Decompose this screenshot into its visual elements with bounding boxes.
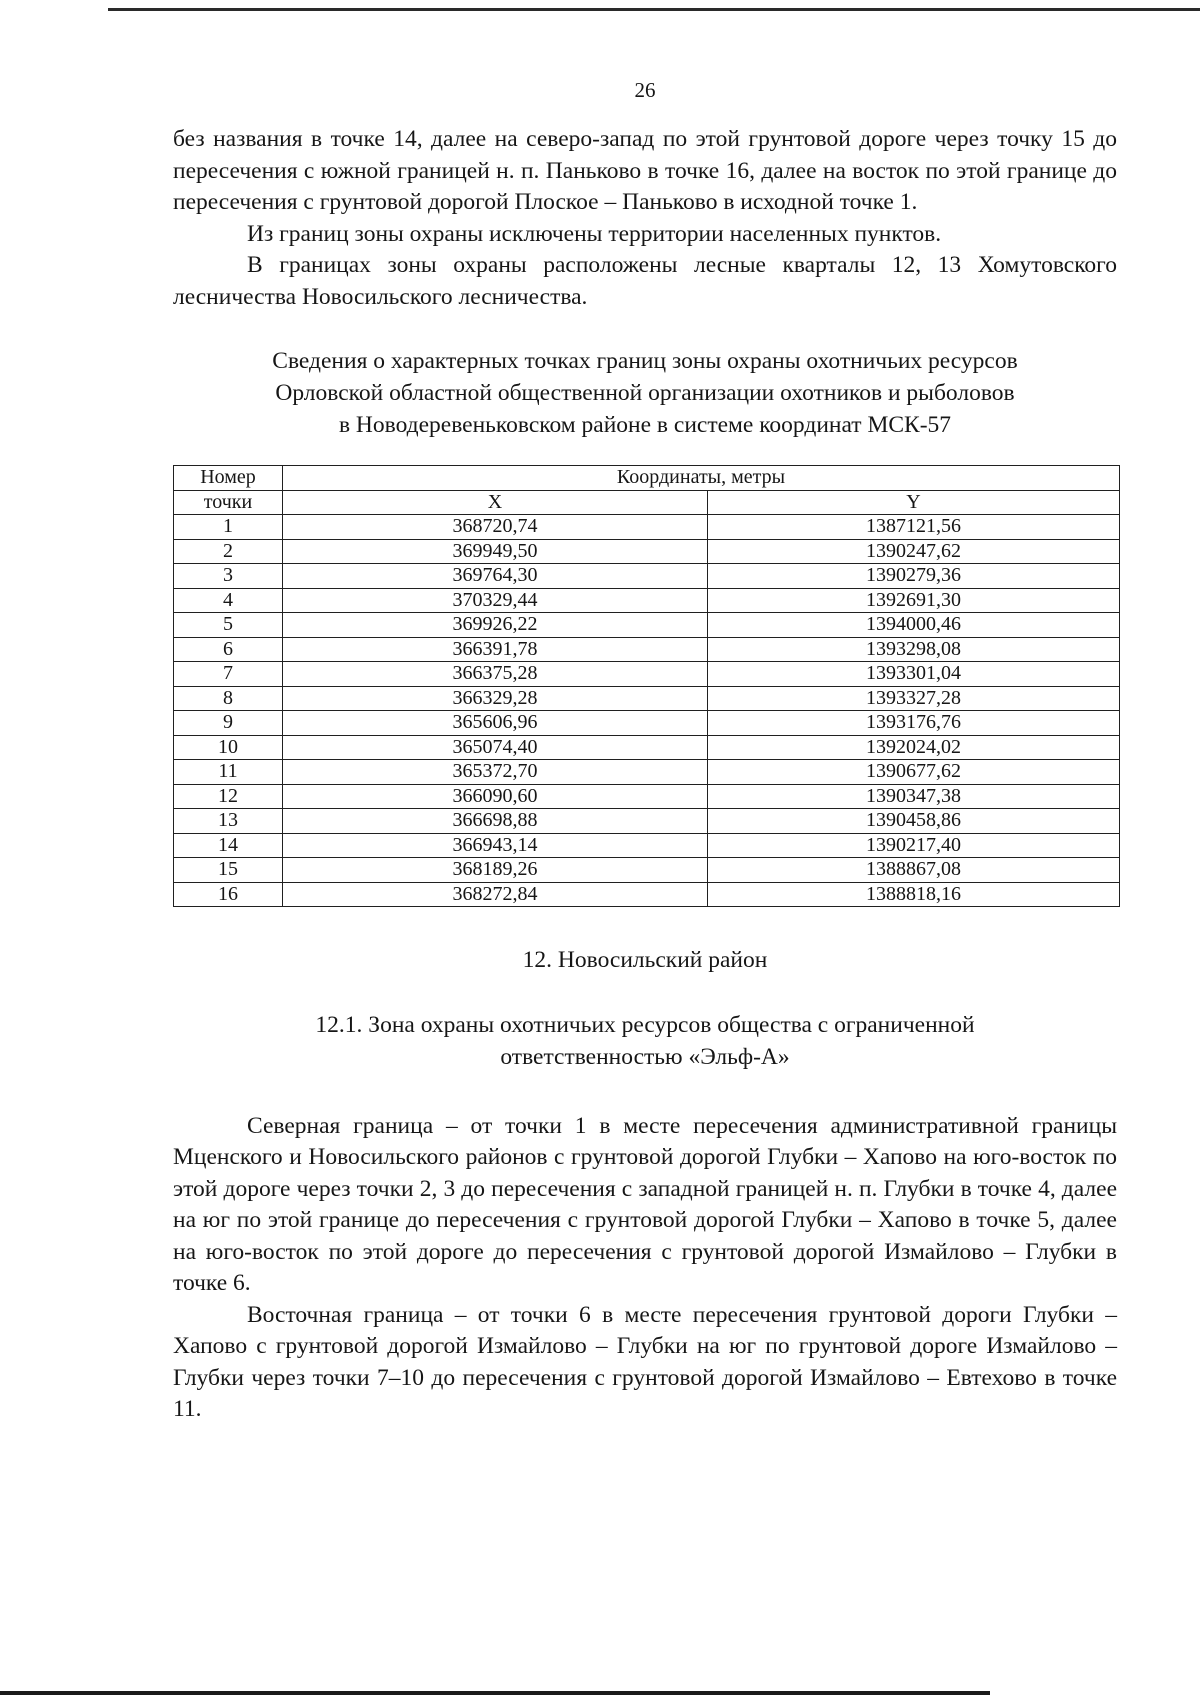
document-body bbox=[173, 124, 1117, 1426]
y-coordinate-cell: 1390677,62 bbox=[708, 760, 1120, 785]
x-coordinate-cell: 366329,28 bbox=[283, 686, 708, 711]
x-coordinate-cell: 368189,26 bbox=[283, 858, 708, 883]
point-number-cell: 5 bbox=[174, 613, 283, 638]
point-number-cell: 1 bbox=[174, 515, 283, 540]
point-number-cell: 11 bbox=[174, 760, 283, 785]
point-number-cell: 3 bbox=[174, 564, 283, 589]
point-number-cell: 12 bbox=[174, 784, 283, 809]
header-point-number: Номер bbox=[174, 466, 283, 491]
y-coordinate-cell: 1390458,86 bbox=[708, 809, 1120, 834]
x-coordinate-cell: 365606,96 bbox=[283, 711, 708, 736]
y-coordinate-cell: 1390347,38 bbox=[708, 784, 1120, 809]
x-coordinate-cell: 369764,30 bbox=[283, 564, 708, 589]
y-coordinate-cell: 1388818,16 bbox=[708, 882, 1120, 907]
y-coordinate-cell: 1392691,30 bbox=[708, 588, 1120, 613]
x-coordinate-cell: 370329,44 bbox=[283, 588, 708, 613]
intro-paragraph-continued: без названия в точке 14, далее на северо-запад по этой грунтовой дороге через точку 15 до пересечения с южной границей н. п. Паньково в точке 16, далее на восток по этой границе до пересечения с грунтовой дорогой Плоское – Паньково в исходной точке 1. bbox=[173, 126, 1117, 215]
intro-paragraph-exclusions: Из границ зоны охраны исключены территории населенных пунктов. bbox=[247, 220, 942, 247]
table-body bbox=[174, 515, 1120, 907]
table-row bbox=[174, 784, 1120, 809]
x-coordinate-cell: 365074,40 bbox=[283, 735, 708, 760]
y-coordinate-cell: 1390279,36 bbox=[708, 564, 1120, 589]
point-number-cell: 13 bbox=[174, 809, 283, 834]
table-row bbox=[174, 637, 1120, 662]
table-header-row bbox=[174, 466, 1120, 491]
y-coordinate-cell: 1393327,28 bbox=[708, 686, 1120, 711]
table-title bbox=[173, 345, 1117, 441]
x-coordinate-cell: 366090,60 bbox=[283, 784, 708, 809]
table-title-line: в Новодеревеньковском районе в системе координат МСК-57 bbox=[338, 412, 952, 438]
x-coordinate-cell: 366375,28 bbox=[283, 662, 708, 687]
point-number-cell: 7 bbox=[174, 662, 283, 687]
table-row bbox=[174, 588, 1120, 613]
table-row bbox=[174, 735, 1120, 760]
table-row bbox=[174, 858, 1120, 883]
y-coordinate-cell: 1393298,08 bbox=[708, 637, 1120, 662]
table-row bbox=[174, 539, 1120, 564]
x-coordinate-cell: 368272,84 bbox=[283, 882, 708, 907]
table-row bbox=[174, 686, 1120, 711]
intro-paragraph-forest-quarters: В границах зоны охраны расположены лесные кварталы 12, 13 Хомутовского лесничества Новосильского лесничества. bbox=[173, 252, 1117, 310]
point-number-cell: 8 bbox=[174, 686, 283, 711]
table-row bbox=[174, 515, 1120, 540]
table-row bbox=[174, 662, 1120, 687]
bottom-border-line bbox=[0, 1691, 990, 1695]
page-number: 26 bbox=[634, 78, 656, 102]
subsection-title-line: 12.1. Зона охраны охотничьих ресурсов общества с ограниченной bbox=[315, 1011, 975, 1038]
x-coordinate-cell: 366698,88 bbox=[283, 809, 708, 834]
y-coordinate-cell: 1394000,46 bbox=[708, 613, 1120, 638]
table-row bbox=[174, 564, 1120, 589]
table-title-line: Орловской областной общественной организации охотников и рыболовов bbox=[275, 380, 1015, 406]
table-row bbox=[174, 833, 1120, 858]
y-coordinate-cell: 1390247,62 bbox=[708, 539, 1120, 564]
table-row bbox=[174, 882, 1120, 907]
x-coordinate-cell: 365372,70 bbox=[283, 760, 708, 785]
y-coordinate-cell: 1390217,40 bbox=[708, 833, 1120, 858]
table-row bbox=[174, 809, 1120, 834]
point-number-cell: 4 bbox=[174, 588, 283, 613]
table-title-line: Сведения о характерных точках границ зоны охраны охотничьих ресурсов bbox=[272, 348, 1018, 374]
point-number-cell: 14 bbox=[174, 833, 283, 858]
header-coordinates: Координаты, метры bbox=[283, 466, 1120, 491]
section-title: 12. Новосильский район bbox=[522, 947, 768, 973]
y-coordinate-cell: 1387121,56 bbox=[708, 515, 1120, 540]
header-x: X bbox=[283, 490, 708, 515]
east-boundary-paragraph: Восточная граница – от точки 6 в месте пересечения грунтовой дороги Глубки – Хапово с грунтовой дорогой Измайлово – Глубки на юг по грунтовой дороге Измайлово – Глубки через точки 7–10 до пересечения с грунтовой дорогой Измайлово – Евтехово в точке 11. bbox=[173, 1301, 1117, 1422]
x-coordinate-cell: 366391,78 bbox=[283, 637, 708, 662]
point-number-cell: 16 bbox=[174, 882, 283, 907]
table-row bbox=[174, 613, 1120, 638]
top-border-line bbox=[108, 8, 1200, 11]
coordinates-table bbox=[173, 465, 1120, 907]
header-point-number-line2: точки bbox=[174, 490, 283, 515]
y-coordinate-cell: 1392024,02 bbox=[708, 735, 1120, 760]
header-y: Y bbox=[708, 490, 1120, 515]
table-row bbox=[174, 711, 1120, 736]
x-coordinate-cell: 368720,74 bbox=[283, 515, 708, 540]
table-subheader-row bbox=[174, 490, 1120, 515]
north-boundary-paragraph: Северная граница – от точки 1 в месте пересечения административной границы Мценского и Новосильского районов с грунтовой дорогой Глубки – Хапово на юго-восток по этой дороге через точки 2, 3 до пересечения с западной границей н. п. Глубки в точке 4, далее на юг по этой границе до пересечения с грунтовой дорогой Глубки – Хапово в точке 5, далее на юго-восток по этой дороге до пересечения с грунтовой дорогой Измайлово – Глубки в точке 6. bbox=[173, 1112, 1117, 1296]
subsection-title bbox=[173, 1009, 1117, 1073]
y-coordinate-cell: 1388867,08 bbox=[708, 858, 1120, 883]
y-coordinate-cell: 1393301,04 bbox=[708, 662, 1120, 687]
table-row bbox=[174, 760, 1120, 785]
y-coordinate-cell: 1393176,76 bbox=[708, 711, 1120, 736]
subsection-title-line: ответственностью «Эльф-А» bbox=[500, 1043, 790, 1070]
point-number-cell: 6 bbox=[174, 637, 283, 662]
point-number-cell: 2 bbox=[174, 539, 283, 564]
x-coordinate-cell: 366943,14 bbox=[283, 833, 708, 858]
point-number-cell: 15 bbox=[174, 858, 283, 883]
x-coordinate-cell: 369926,22 bbox=[283, 613, 708, 638]
x-coordinate-cell: 369949,50 bbox=[283, 539, 708, 564]
point-number-cell: 9 bbox=[174, 711, 283, 736]
point-number-cell: 10 bbox=[174, 735, 283, 760]
